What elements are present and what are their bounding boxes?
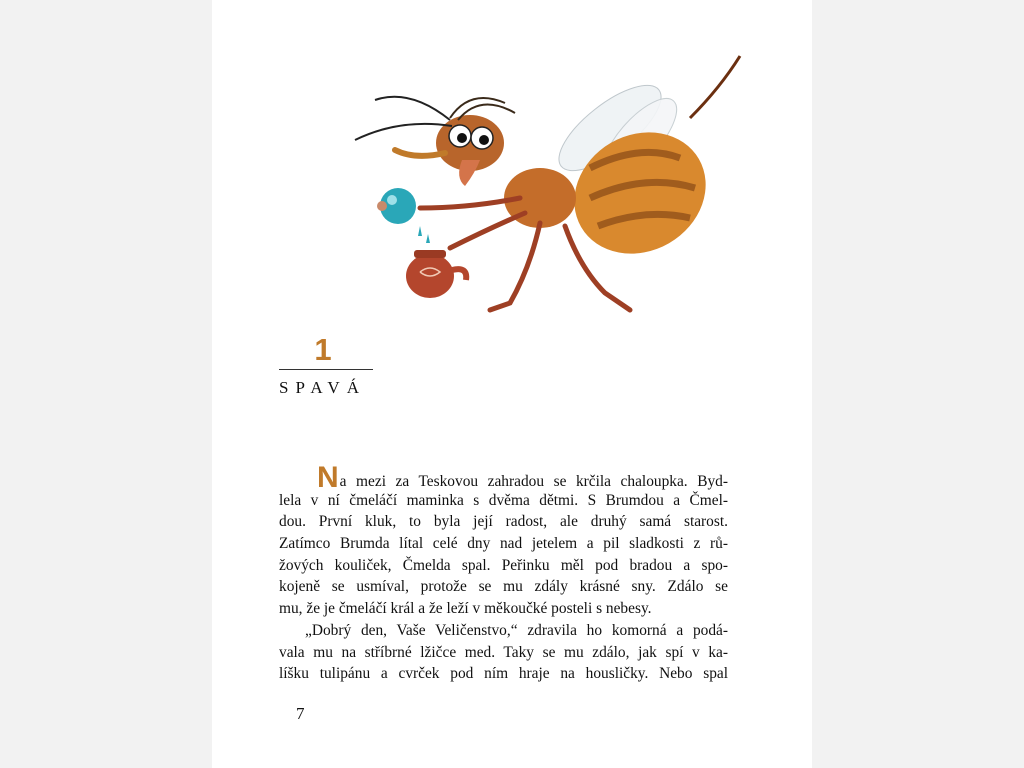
text-line-content: a mezi za Teskovou zahradou se krčila chaloupka. Byd- <box>339 473 728 490</box>
bumblebee-with-teapot-icon <box>340 48 750 328</box>
text-line: líšku tulipánu a cvrček pod ním hraje na housličky. Nebo spal <box>279 665 728 683</box>
chapter-divider <box>279 369 373 370</box>
text-line: Zatímco Brumda lítal celé dny nad jetelem a pil sladkosti z rů- <box>279 535 728 553</box>
chapter-number: 1 <box>314 332 332 367</box>
text-line: kojeně se usmíval, protože se mu zdály krásné sny. Zdálo se <box>279 578 728 596</box>
text-line: mu, že je čmeláčí král a že leží v měkoučké posteli s nebesy. <box>279 600 652 618</box>
drop-cap: N <box>317 461 339 494</box>
bumblebee-illustration <box>340 48 750 328</box>
text-line: žových kouliček, Čmelda spal. Peřinku měl pod bradou a spo- <box>279 556 728 574</box>
text-line: dou. První kluk, to byla její radost, ale druhý samá starost. <box>279 513 728 531</box>
page-number: 7 <box>296 704 305 723</box>
text-line: „Dobrý den, Vaše Veličenstvo,“ zdravila ho komorná a podá- <box>305 621 728 639</box>
chapter-body-text <box>279 461 728 685</box>
text-line: lela v ní čmeláčí maminka s dvěma dětmi. S Brumdou a Čmel- <box>279 491 728 509</box>
chapter-title: SPAVÁ <box>279 378 366 397</box>
text-line <box>279 461 728 494</box>
text-line: vala mu na stříbrné lžičce med. Taky se mu zdálo, jak spí v ka- <box>279 643 728 661</box>
